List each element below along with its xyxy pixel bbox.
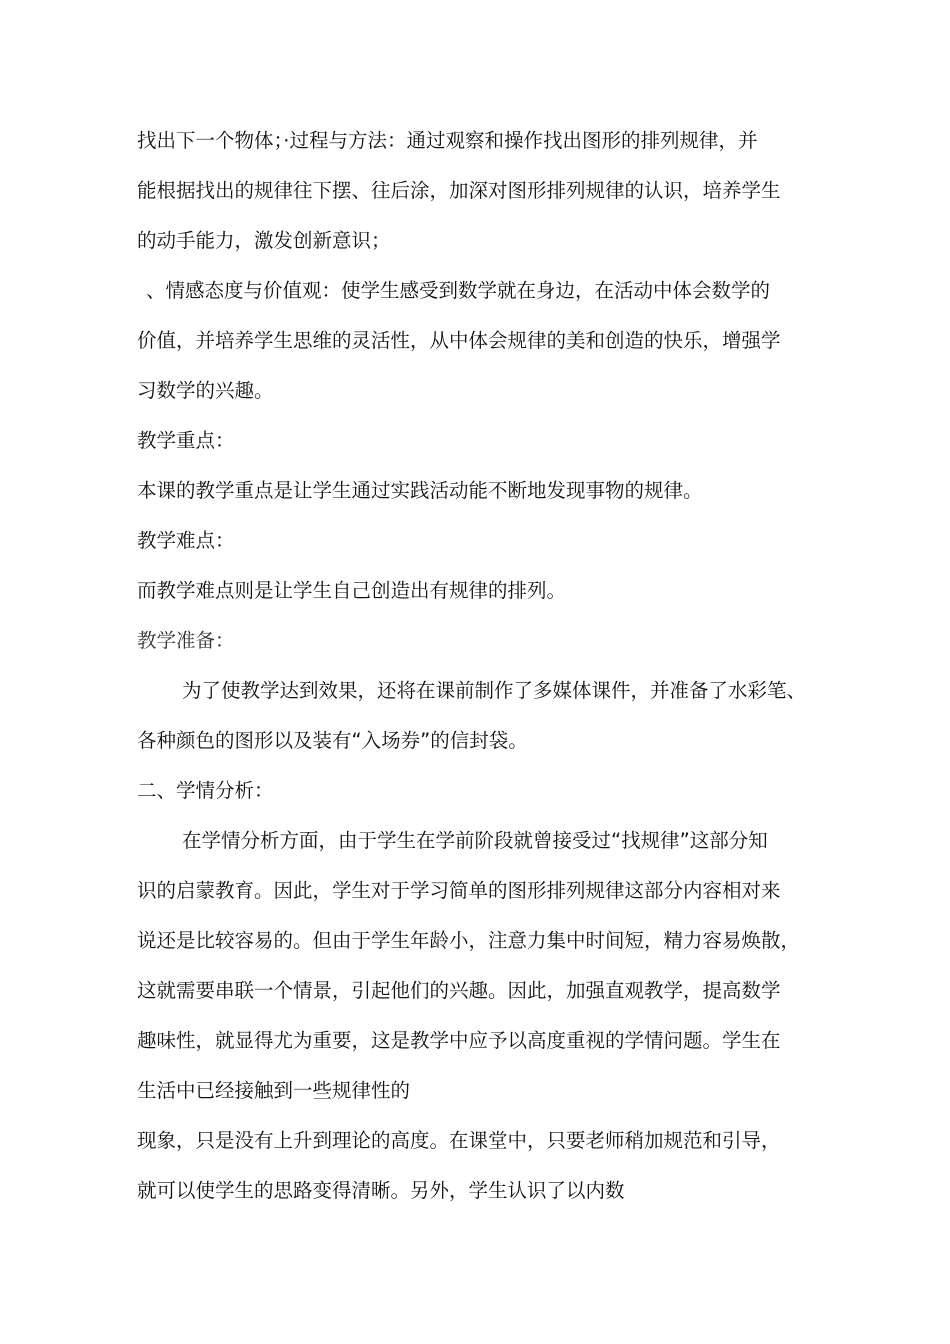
text-line: 的动手能力，激发创新意识； — [137, 229, 391, 252]
text-line: 趣味性，就显得尤为重要，这是教学中应予以高度重视的学情问题。学生在 — [137, 1029, 781, 1052]
text-line: 找出下一个物体；·过程与方法：通过观察和操作找出图形的排列规律，并 — [137, 129, 758, 152]
text-line: 这就需要串联一个情景，引起他们的兴趣。因此，加强直观教学，提高数学 — [137, 979, 781, 1002]
section-heading-preparation: 教学准备： — [137, 629, 235, 652]
text-line: 各种颜色的图形以及装有“入场券”的信封袋。 — [137, 729, 528, 752]
section-heading-difficulties: 教学难点： — [137, 529, 235, 552]
section-heading-analysis: 二、学情分析： — [137, 779, 274, 802]
section-heading-key-points: 教学重点： — [137, 429, 235, 452]
text-line: 识的启蒙教育。因此，学生对于学习简单的图形排列规律这部分内容相对来 — [137, 879, 781, 902]
text-line: 能根据找出的规律往下摆、往后涂，加深对图形排列规律的认识，培养学生 — [137, 179, 781, 202]
text-line: 本课的教学重点是让学生通过实践活动能不断地发现事物的规律。 — [137, 479, 703, 502]
text-line: 而教学难点则是让学生自己创造出有规律的排列。 — [137, 579, 567, 602]
text-line: 为了使教学达到效果，还将在课前制作了多媒体课件，并准备了水彩笔、 — [182, 679, 807, 702]
text-line: 在学情分析方面，由于学生在学前阶段就曾接受过“找规律”这部分知 — [182, 829, 768, 852]
text-line: 说还是比较容易的。但由于学生年龄小，注意力集中时间短，精力容易焕散， — [137, 929, 801, 952]
text-line: 、情感态度与价值观：使学生感受到数学就在身边，在活动中体会数学的 — [146, 279, 771, 302]
text-line: 价值，并培养学生思维的灵活性，从中体会规律的美和创造的快乐，增强学 — [137, 329, 781, 352]
text-line: 就可以使学生的思路变得清晰。另外，学生认识了以内数 — [137, 1179, 625, 1202]
text-line: 现象，只是没有上升到理论的高度。在课堂中，只要老师稍加规范和引导， — [137, 1129, 781, 1152]
text-line: 习数学的兴趣。 — [137, 379, 274, 402]
text-line: 生活中已经接触到一些规律性的 — [137, 1079, 411, 1102]
